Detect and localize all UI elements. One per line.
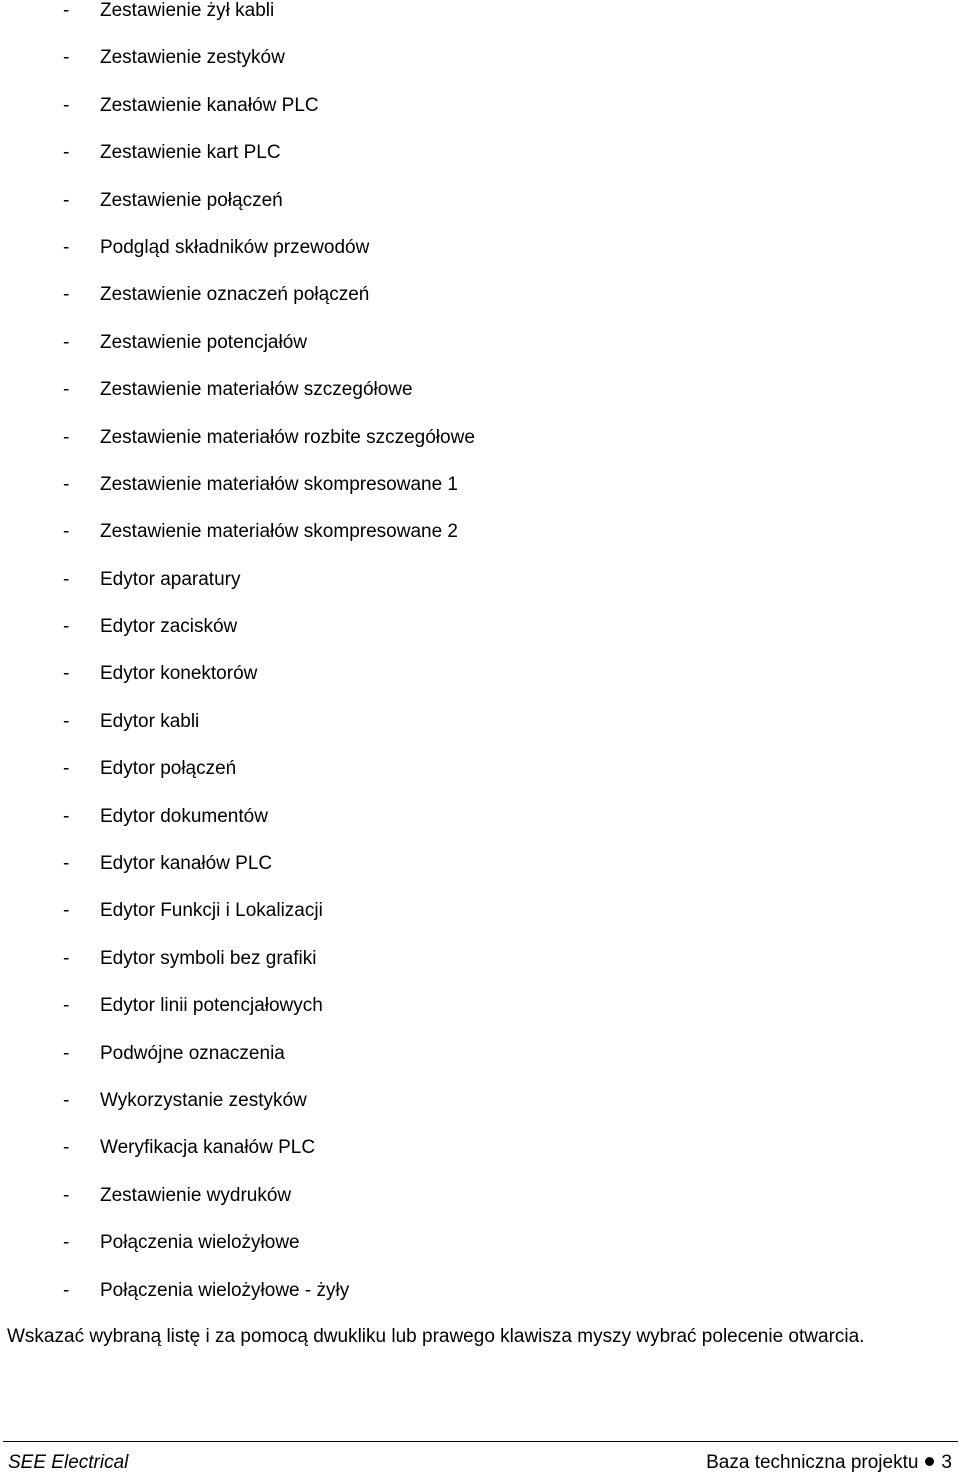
list-dash: - [63, 142, 70, 164]
list-item[interactable] [0, 0, 960, 47]
list-item-label: Edytor Funkcji i Lokalizacji [100, 900, 323, 922]
list-item-label: Zestawienie kart PLC [100, 142, 281, 164]
list-item[interactable] [0, 427, 960, 474]
list-item[interactable] [0, 1090, 960, 1137]
list-item-label: Zestawienie kanałów PLC [100, 94, 319, 116]
list-dash: - [63, 758, 70, 780]
list-item-label: Edytor aparatury [100, 568, 241, 590]
list-item-label: Zestawienie zestyków [100, 47, 285, 69]
list-item[interactable] [0, 569, 960, 616]
list-item-label: Zestawienie żył kabli [100, 0, 275, 21]
list-item-label: Edytor linii potencjałowych [100, 995, 323, 1017]
list-item-label: Połączenia wielożyłowe - żyły [100, 1279, 350, 1301]
footer-section-title: Baza techniczna projektu [706, 1452, 919, 1473]
list-item-label: Edytor konektorów [100, 663, 258, 685]
list-item-label: Podgląd składników przewodów [100, 236, 370, 258]
list-dash: - [63, 521, 70, 543]
list-item[interactable] [0, 379, 960, 426]
list-item-label: Połączenia wielożyłowe [100, 1232, 300, 1254]
page-number: 3 [941, 1452, 952, 1473]
list-dash: - [63, 236, 70, 258]
instruction-text: Wskazać wybraną listę i za pomocą dwukliku lub prawego klawisza myszy wybrać polecenie otwarcia. [7, 1326, 865, 1347]
list-item-label: Podwójne oznaczenia [100, 1042, 285, 1064]
footer-product-name: SEE Electrical [8, 1452, 129, 1473]
list-item[interactable] [0, 948, 960, 995]
list-dash: - [63, 853, 70, 875]
list-item[interactable] [0, 995, 960, 1042]
list-dash: - [63, 331, 70, 353]
list-dash: - [63, 805, 70, 827]
list-item[interactable] [0, 616, 960, 663]
list-item-label: Zestawienie oznaczeń połączeń [100, 284, 370, 306]
list-item[interactable] [0, 900, 960, 947]
footer-section [706, 1452, 952, 1474]
list-dash: - [63, 947, 70, 969]
list-item[interactable] [0, 190, 960, 237]
list-item-label: Zestawienie potencjałów [100, 331, 308, 353]
list-item[interactable] [0, 853, 960, 900]
list-item[interactable] [0, 521, 960, 568]
list-item[interactable] [0, 237, 960, 284]
list-item[interactable] [0, 1185, 960, 1232]
footer-divider [3, 1441, 958, 1442]
list-dash: - [63, 710, 70, 732]
list-item-label: Zestawienie połączeń [100, 189, 283, 211]
list-item-label: Zestawienie materiałów szczegółowe [100, 379, 413, 401]
list-dash: - [63, 94, 70, 116]
list-dash: - [63, 1279, 70, 1301]
list-dash: - [63, 47, 70, 69]
list-item[interactable] [0, 142, 960, 189]
list-item-label: Edytor zacisków [100, 616, 238, 638]
bullet-icon [925, 1457, 934, 1466]
list-item-label: Edytor połączeń [100, 758, 237, 780]
list-item[interactable] [0, 663, 960, 710]
list-item-label: Edytor kanałów PLC [100, 853, 273, 875]
list-item-label: Weryfikacja kanałów PLC [100, 1137, 316, 1159]
list-dash: - [63, 189, 70, 211]
list-dash: - [63, 1042, 70, 1064]
list-dash: - [63, 1089, 70, 1111]
list-item[interactable] [0, 758, 960, 805]
list-dash: - [63, 0, 70, 21]
list-item-label: Zestawienie wydruków [100, 1184, 292, 1206]
list-item-label: Edytor kabli [100, 710, 200, 732]
list-dash: - [63, 1232, 70, 1254]
list-item[interactable] [0, 474, 960, 521]
list-item-label: Zestawienie materiałów skompresowane 1 [100, 473, 458, 495]
list-item-label: Edytor symboli bez grafiki [100, 947, 317, 969]
list-item-label: Wykorzystanie zestyków [100, 1089, 307, 1111]
list-item[interactable] [0, 1232, 960, 1279]
list-dash: - [63, 995, 70, 1017]
list-item[interactable] [0, 332, 960, 379]
list-dash: - [63, 426, 70, 448]
list-item-label: Edytor dokumentów [100, 805, 268, 827]
list-item[interactable] [0, 806, 960, 853]
list-item[interactable] [0, 284, 960, 331]
list-item[interactable] [0, 1280, 960, 1327]
list-dash: - [63, 663, 70, 685]
list-dash: - [63, 1184, 70, 1206]
list-item[interactable] [0, 1043, 960, 1090]
list-item[interactable] [0, 95, 960, 142]
list-dash: - [63, 616, 70, 638]
list-dash: - [63, 1137, 70, 1159]
list-item-label: Zestawienie materiałów skompresowane 2 [100, 521, 458, 543]
list-dash: - [63, 284, 70, 306]
list-item[interactable] [0, 711, 960, 758]
list-dash: - [63, 568, 70, 590]
list-dash: - [63, 379, 70, 401]
list-item-label: Zestawienie materiałów rozbite szczegółowe [100, 426, 475, 448]
list-item[interactable] [0, 1137, 960, 1184]
list-item[interactable] [0, 47, 960, 94]
list-dash: - [63, 473, 70, 495]
list-dash: - [63, 900, 70, 922]
